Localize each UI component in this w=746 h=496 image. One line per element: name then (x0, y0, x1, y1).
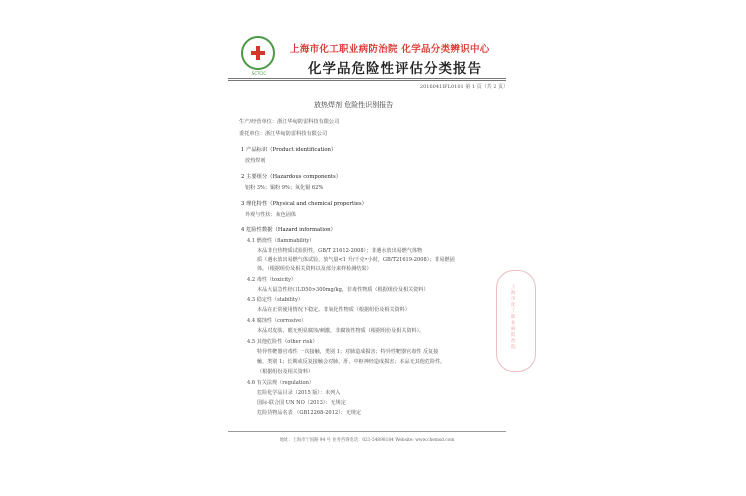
hazard-line: 危险化学品目录（2015 版）：未列入 (257, 390, 341, 396)
logo-text: SCTCIC (251, 71, 267, 76)
official-stamp (496, 270, 536, 372)
header-rule (228, 80, 506, 81)
section-line: 放热焊剂 (245, 158, 266, 164)
footer-rule (228, 431, 506, 432)
section-heading: 4 危险性数据（Hazard information） (241, 227, 336, 233)
section-heading: 2 主要组分（Hazardous components） (241, 174, 342, 180)
section-line: 外观与性状：灰色固体 (245, 212, 296, 218)
hazard-line: 特异性靶器官毒性 一次接触，类别 1；对肺造成损害；特异性靶器官毒性 反复接 (257, 349, 439, 355)
header-rule (228, 78, 506, 79)
section-heading: 1 产品标识（Product identification） (241, 147, 337, 153)
stamp-text: 上海市化工职业病防治院 (511, 285, 516, 350)
green-circle-red-cross-icon (241, 36, 275, 70)
section-heading: 3 理化特性（Physical and chemical properties） (241, 201, 367, 207)
client: 委托单位：浙江华甸防雷科技有限公司 (239, 131, 328, 137)
hazard-line: 危险货物品名表 （GB12268-2012）：无规定 (257, 410, 361, 416)
report-title: 化学品危险性评估分类报告 (308, 61, 482, 77)
producer: 生产/经营单位：浙江华甸防雷科技有限公司 (239, 119, 340, 125)
hazard-heading: 4.1 燃烧性（flammability） (247, 238, 315, 244)
hazard-line: （根据组份及相关资料） (257, 369, 314, 375)
hazard-line: 国际-联合国 UN NO（2013）：无规定 (257, 400, 346, 406)
section-line: 铝粉 3%；铜粉 9%；氧化铜 62% (245, 185, 324, 191)
hazard-line: 质（遇水放出易燃气体试验，放气量<1 升/千克•小时，GB/T21619-2008）；非易燃固 (257, 257, 455, 263)
hazard-line: 体。（根据组份及相关资料以及部分来样检测结果） (257, 266, 372, 272)
hazard-line: 本品在正常使用情况下稳定。非氧化性物质（根据组份及相关资料） (257, 307, 410, 313)
institution-name: 上海市化工职业病防治院 化学品分类辨识中心 (290, 44, 490, 55)
hazard-line: 本品对皮肤、眼无明显腐蚀/刺激，非腐蚀性物质（根据组份及相关资料）。 (257, 328, 425, 334)
hazard-heading: 4.3 稳定性（stability） (247, 297, 303, 303)
hazard-heading: 4.2 毒性（toxicity） (247, 277, 297, 283)
hazard-line: 触，类别 1；长期或反复接触会对肺、肝、中枢神经造成损害；本品无其他危险性。 (257, 359, 446, 365)
footer-text: 地址：上海市宁国路 94 号 业务咨询电话：021-54898184 Website: www.chemsd.com (279, 438, 455, 443)
hazard-line: 本品大鼠急性经口LD50>300mg/kg，非毒性物质（根据组份及相关资料） (257, 287, 429, 293)
hazard-heading: 4.6 有关法规（regulation） (247, 380, 314, 386)
hazard-heading: 4.4 腐蚀性（corrosive） (247, 318, 307, 324)
report-number: 2016041IFL0101 第 1 页（共 2 页） (419, 84, 508, 90)
hazard-heading: 4.5 其他危险性（other risk） (247, 339, 318, 345)
report-subtitle: 放热焊剂 危险性识别报告 (314, 101, 394, 109)
hazard-line: 本品非自热物质试验阴性，GB/T 21612-2008）；非遇水放出易燃气体物 (257, 248, 423, 254)
